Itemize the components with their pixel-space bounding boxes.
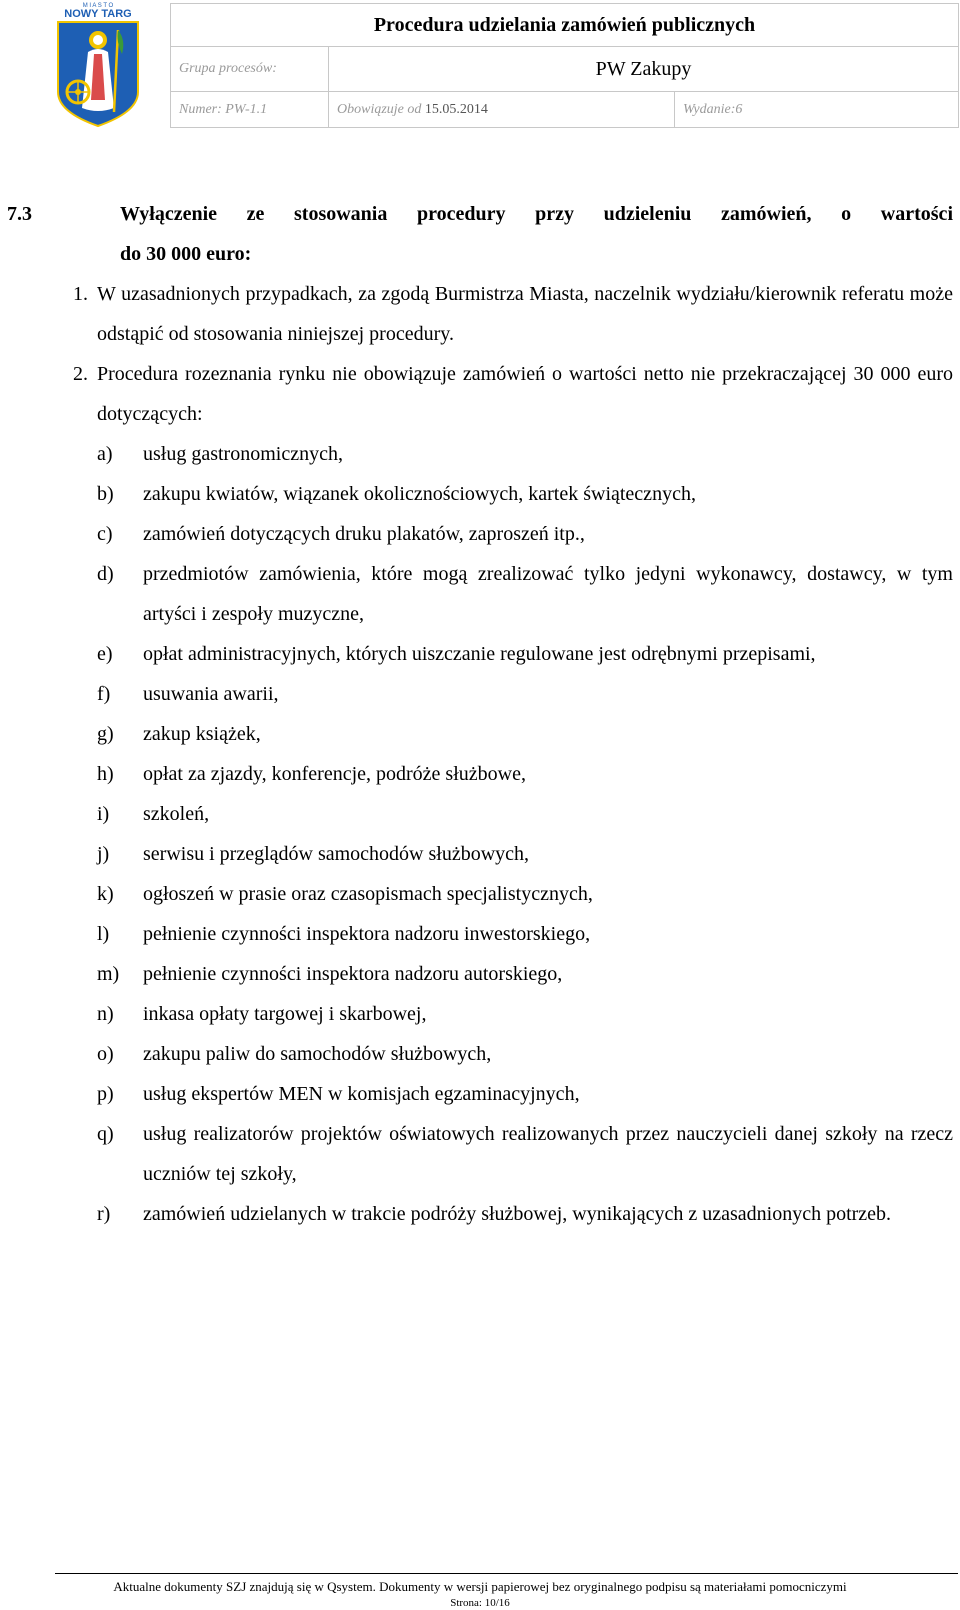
list-text: zakupu paliw do samochodów służbowych, [143, 1043, 492, 1065]
list-text: opłat administracyjnych, których uiszczanie regulowane jest odrębnymi przepisami, [143, 643, 816, 665]
list-text: usług ekspertów MEN w komisjach egzaminacyjnych, [143, 1083, 580, 1105]
list-item [97, 874, 953, 914]
list-text: pełnienie czynności inspektora nadzoru autorskiego, [143, 963, 563, 985]
section-title: Wyłączenie ze stosowania procedury przy udzieleniu zamówień, o wartości [120, 203, 953, 225]
list-item [97, 954, 953, 994]
list-marker: r) [97, 1203, 111, 1225]
valid-from-cell [329, 92, 675, 128]
list-item [97, 1034, 953, 1074]
logo-top-text: M I A S T O [82, 3, 114, 9]
list-item [97, 994, 953, 1034]
list-item [97, 474, 953, 514]
list-text: usuwania awarii, [143, 683, 279, 705]
document-header-table [170, 3, 959, 128]
list-marker: g) [97, 723, 114, 745]
city-crest-logo [52, 0, 144, 128]
item-text: W uzasadnionych przypadkach, za zgodą Burmistrza Miasta, naczelnik wydziału/kierownik referatu może odstąpić od stosowania niniejszej procedury. [97, 283, 953, 345]
list-item [97, 674, 953, 714]
logo-city-name: NOWY TARG [64, 8, 132, 20]
list-marker: q) [97, 1123, 114, 1145]
valid-from-date: 15.05.2014 [424, 101, 488, 117]
list-marker: o) [97, 1043, 114, 1065]
list-marker: m) [97, 963, 120, 985]
list-item [97, 834, 953, 874]
list-text: zamówień udzielanych w trakcie podróży służbowej, wynikających z uzasadnionych potrzeb. [143, 1203, 892, 1225]
list-marker: k) [97, 883, 114, 905]
list-item [97, 434, 953, 474]
list-marker: f) [97, 683, 111, 705]
list-text: zamówień dotyczących druku plakatów, zaproszeń itp., [143, 523, 585, 545]
list-text: inkasa opłaty targowej i skarbowej, [143, 1003, 427, 1025]
list-item [97, 1074, 953, 1114]
item-number: 1. [73, 283, 88, 305]
list-item [97, 1194, 953, 1234]
list-text: opłat za zjazdy, konferencje, podróże służbowe, [143, 763, 526, 785]
list-text: usług realizatorów projektów oświatowych realizowanych przez nauczycieli danej szkoły na rzecz uczniów tej szkoły, [143, 1123, 953, 1185]
list-marker: b) [97, 483, 114, 505]
document-title: Procedura udzielania zamówień publicznych [171, 4, 959, 47]
list-text: zakup książek, [143, 723, 261, 745]
edition-number: Wydanie:6 [675, 92, 959, 128]
process-group-value: PW Zakupy [329, 47, 959, 92]
section-title-continued: do 30 000 euro: [120, 243, 252, 265]
list-marker: p) [97, 1083, 114, 1105]
numbered-item [73, 354, 953, 434]
list-text: pełnienie czynności inspektora nadzoru inwestorskiego, [143, 923, 591, 945]
document-number: Numer: PW-1.1 [171, 92, 329, 128]
list-item [97, 794, 953, 834]
list-marker: h) [97, 763, 114, 785]
list-text: serwisu i przeglądów samochodów służbowych, [143, 843, 530, 865]
list-marker: a) [97, 443, 113, 465]
valid-from-label: Obowiązuje od [337, 101, 422, 117]
list-marker: i) [97, 803, 110, 825]
list-marker: e) [97, 643, 113, 665]
list-marker: j) [97, 843, 110, 865]
footer-note: Aktualne dokumenty SZJ znajdują się w Qsystem. Dokumenty w wersji papierowej bez oryginalnego podpisu są materiałami pomocniczymi [113, 1579, 847, 1594]
section-number: 7.3 [7, 203, 32, 225]
item-text: Procedura rozeznania rynku nie obowiązuje zamówień o wartości netto nie przekraczającej 30 000 euro dotyczących: [97, 363, 953, 425]
list-item [97, 714, 953, 754]
document-body [0, 194, 960, 1234]
list-marker: c) [97, 523, 113, 545]
list-item [97, 634, 953, 674]
page-number: Strona: 10/16 [450, 1597, 510, 1609]
list-text: zakupu kwiatów, wiązanek okolicznościowych, kartek świątecznych, [143, 483, 696, 505]
item-number: 2. [73, 363, 88, 385]
list-item [97, 554, 953, 634]
list-text: przedmiotów zamówienia, które mogą zrealizować tylko jedyni wykonawcy, dostawcy, w tym artyści i zespoły muzyczne, [143, 563, 953, 625]
numbered-item [73, 274, 953, 354]
crest-head [93, 35, 103, 45]
list-text: usług gastronomicznych, [143, 443, 343, 465]
list-item [97, 514, 953, 554]
list-item [97, 1114, 953, 1194]
list-marker: l) [97, 923, 110, 945]
list-marker: d) [97, 563, 114, 585]
list-item [97, 754, 953, 794]
list-text: szkoleń, [143, 803, 210, 825]
list-text: ogłoszeń w prasie oraz czasopismach specjalistycznych, [143, 883, 593, 905]
footer-divider [55, 1573, 958, 1574]
list-marker: n) [97, 1003, 114, 1025]
process-group-label: Grupa procesów: [171, 47, 329, 92]
section-heading [7, 194, 953, 234]
exemption-list [0, 434, 960, 1234]
list-item [97, 914, 953, 954]
